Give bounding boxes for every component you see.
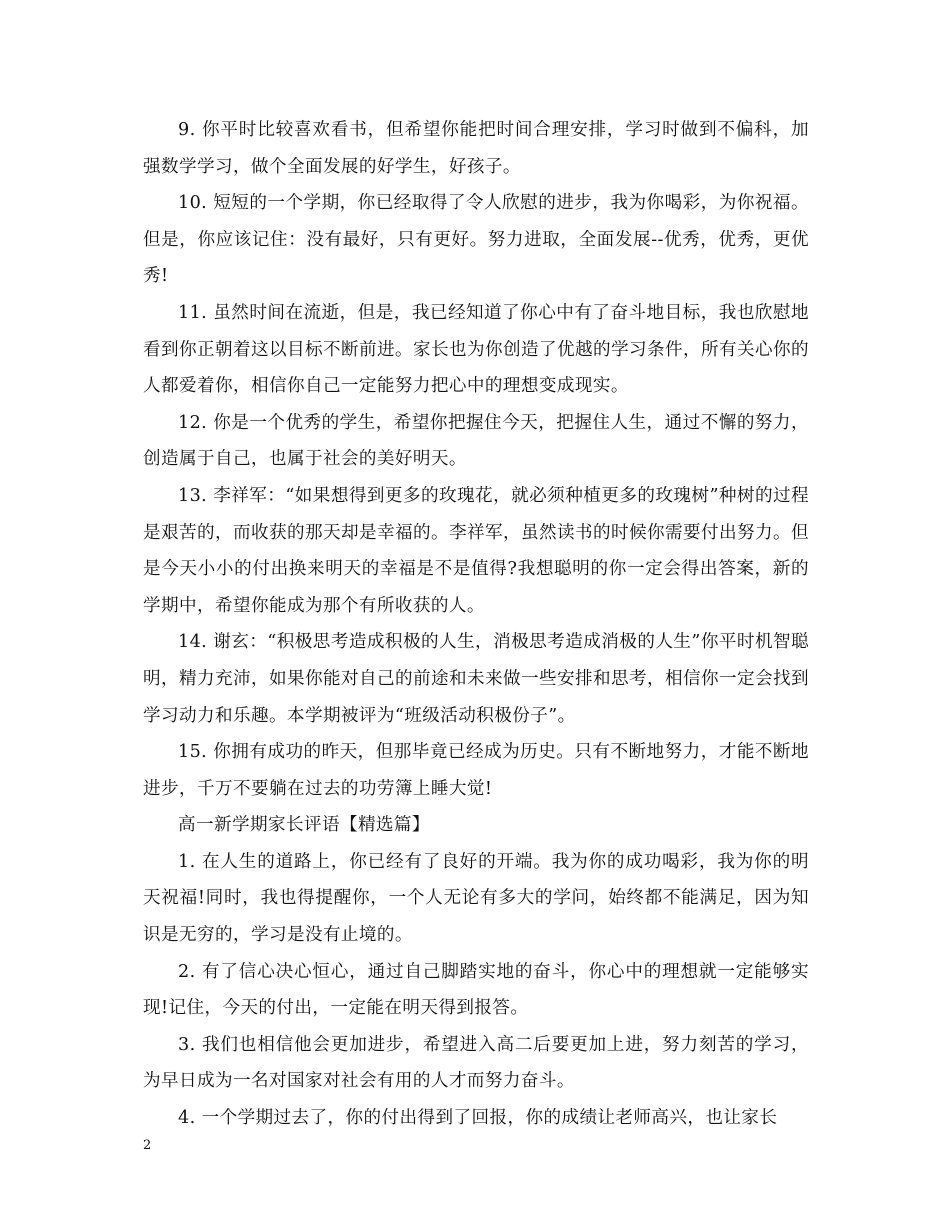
page-number: 2 [143, 1138, 152, 1153]
paragraph-item-9: 9. 你平时比较喜欢看书，但希望你能把时间合理安排，学习时做到不偏科，加强数学学习，做个全面发展的好学生，好孩子。 [143, 120, 809, 177]
paragraph-item-15: 15. 你拥有成功的昨天，但那毕竟已经成为历史。只有不断地努力，才能不断地进步，千万不要躺在过去的功劳簿上睡大觉! [143, 742, 809, 799]
paragraph-item-3: 3. 我们也相信他会更加进步，希望进入高二后要更加上进，努力刻苦的学习，为早日成为一名对国家对社会有用的人才而努力奋斗。 [143, 1034, 809, 1092]
paragraph-item-11: 11. 虽然时间在流逝，但是，我已经知道了你心中有了奋斗地目标，我也欣慰地看到你正朝着这以目标不断前进。家长也为你创造了优越的学习条件，所有关心你的人都爱着你，相信你自己一定能努力把心中的理想变成现实。 [143, 302, 809, 397]
document-body [143, 112, 809, 1137]
paragraph-item-12: 12. 你是一个优秀的学生，希望你把握住今天，把握住人生，通过不懈的努力，创造属于自己，也属于社会的美好明天。 [143, 412, 809, 470]
paragraph-item-2: 2. 有了信心决心恒心，通过自己脚踏实地的奋斗，你心中的理想就一定能够实现!记住，今天的付出，一定能在明天得到报答。 [143, 961, 809, 1019]
paragraph-item-14: 14. 谢玄：“积极思考造成积极的人生，消极思考造成消极的人生”你平时机智聪明，精力充沛，如果你能对自己的前途和未来做一些安排和思考，相信你一定会找到学习动力和乐趣。本学期被评为“班级活动积极份子”。 [143, 632, 809, 726]
section-heading: 高一新学期家长评语【精选篇】 [178, 815, 430, 836]
paragraph-item-10: 10. 短短的一个学期，你已经取得了令人欣慰的进步，我为你喝彩，为你祝福。但是，你应该记住：没有最好，只有更好。努力进取，全面发展--优秀，优秀，更优秀! [143, 193, 809, 287]
paragraph-item-13: 13. 李祥军：“如果想得到更多的玫瑰花，就必须种植更多的玫瑰树”种树的过程是艰苦的，而收获的那天却是幸福的。李祥军，虽然读书的时候你需要付出努力。但是今天小小的付出换来明天的幸福是不是值得?我想聪明的你一定会得出答案，新的学期中，希望你能成为那个有所收获的人。 [143, 485, 809, 616]
paragraph-item-4: 4. 一个学期过去了，你的付出得到了回报，你的成绩让老师高兴，也让家长 [178, 1108, 778, 1129]
paragraph-item-1: 1. 在人生的道路上，你已经有了良好的开端。我为你的成功喝彩，我为你的明天祝福!同时，我也得提醒你，一个人无论有多大的学问，始终都不能满足，因为知识是无穷的，学习是没有止境的。 [143, 851, 809, 946]
